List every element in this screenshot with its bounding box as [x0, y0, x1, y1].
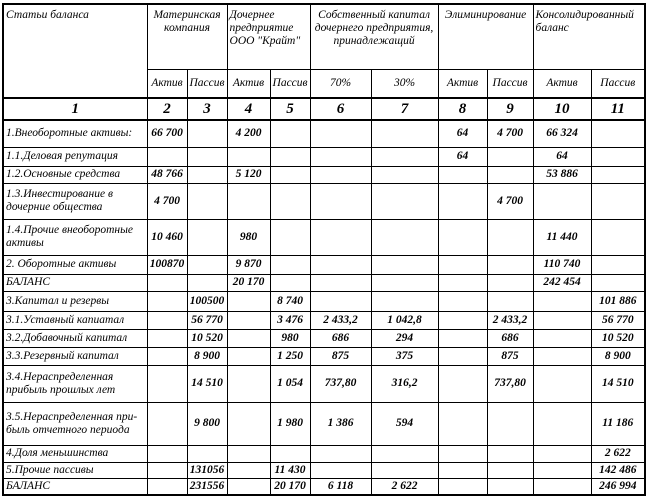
- row-label: 3.1.Уставный капиатал: [3, 311, 147, 329]
- value-cell: 9 870: [227, 255, 270, 274]
- value-cell: 294: [371, 329, 438, 347]
- value-cell: 10 460: [147, 219, 187, 255]
- consolidated-balance-table: [2, 3, 646, 496]
- value-cell: [227, 402, 270, 445]
- value-cell: [487, 219, 533, 255]
- value-cell: [310, 219, 371, 255]
- table-row: [3, 120, 645, 147]
- subheader-cell: 30%: [371, 69, 438, 98]
- value-cell: 142 486: [591, 462, 645, 478]
- subheader-cell: 70%: [310, 69, 371, 98]
- value-cell: [187, 445, 227, 462]
- value-cell: [438, 365, 487, 402]
- value-cell: 1 386: [310, 402, 371, 445]
- value-cell: [147, 147, 187, 166]
- value-cell: 64: [438, 147, 487, 166]
- value-cell: [227, 147, 270, 166]
- row-label: 3.4.Нераспределенная прибыль прошлых лет: [3, 365, 147, 402]
- subheader-cell: Актив: [438, 69, 487, 98]
- value-cell: [227, 365, 270, 402]
- table-row: [3, 478, 645, 495]
- value-cell: [310, 183, 371, 219]
- column-number: 9: [487, 98, 533, 120]
- value-cell: [371, 274, 438, 291]
- column-number: 5: [270, 98, 310, 120]
- header-parent-company: Материнская компания: [147, 4, 227, 69]
- value-cell: 64: [438, 120, 487, 147]
- value-cell: [533, 402, 591, 445]
- value-cell: 100870: [147, 255, 187, 274]
- value-cell: [533, 329, 591, 347]
- value-cell: [591, 120, 645, 147]
- value-cell: 3 476: [270, 311, 310, 329]
- value-cell: [270, 166, 310, 183]
- value-cell: [371, 120, 438, 147]
- value-cell: [227, 183, 270, 219]
- table-row: [3, 365, 645, 402]
- value-cell: 2 622: [591, 445, 645, 462]
- table-row: [3, 255, 645, 274]
- value-cell: 242 454: [533, 274, 591, 291]
- value-cell: [310, 445, 371, 462]
- value-cell: 2 433,2: [487, 311, 533, 329]
- value-cell: [310, 166, 371, 183]
- value-cell: [487, 147, 533, 166]
- value-cell: 594: [371, 402, 438, 445]
- value-cell: [438, 183, 487, 219]
- value-cell: 56 770: [591, 311, 645, 329]
- value-cell: [187, 255, 227, 274]
- value-cell: 231556: [187, 478, 227, 495]
- row-label: 3.Капитал и резервы: [3, 291, 147, 311]
- value-cell: [227, 445, 270, 462]
- row-label: 3.2.Добавочный капитал: [3, 329, 147, 347]
- value-cell: 101 886: [591, 291, 645, 311]
- column-number: 8: [438, 98, 487, 120]
- value-cell: [438, 329, 487, 347]
- value-cell: 875: [487, 347, 533, 365]
- value-cell: [371, 462, 438, 478]
- value-cell: [438, 462, 487, 478]
- value-cell: [227, 311, 270, 329]
- row-label: БАЛАНС: [3, 274, 147, 291]
- row-label: 4.Доля меньшинства: [3, 445, 147, 462]
- row-label: 5.Прочие пассивы: [3, 462, 147, 478]
- value-cell: 8 900: [591, 347, 645, 365]
- value-cell: [487, 291, 533, 311]
- value-cell: [438, 219, 487, 255]
- value-cell: [533, 445, 591, 462]
- table-row: [3, 166, 645, 183]
- value-cell: 980: [270, 329, 310, 347]
- subheader-cell: Пассив: [270, 69, 310, 98]
- column-number: 10: [533, 98, 591, 120]
- value-cell: 100500: [187, 291, 227, 311]
- row-label: 3.5.Нераспределенная при-быль отчетного периода: [3, 402, 147, 445]
- column-number: 7: [371, 98, 438, 120]
- value-cell: [270, 183, 310, 219]
- value-cell: 1 054: [270, 365, 310, 402]
- table-row: [3, 347, 645, 365]
- value-cell: [227, 462, 270, 478]
- value-cell: 4 700: [487, 183, 533, 219]
- value-cell: [591, 219, 645, 255]
- column-number: 4: [227, 98, 270, 120]
- value-cell: 10 520: [187, 329, 227, 347]
- header-elimination: Элиминирование: [438, 4, 533, 69]
- value-cell: [487, 166, 533, 183]
- table-row: [3, 147, 645, 166]
- header-subsidiary: Дочернее предприятие ООО "Крайт": [227, 4, 310, 69]
- value-cell: 56 770: [187, 311, 227, 329]
- value-cell: [310, 120, 371, 147]
- value-cell: [147, 274, 187, 291]
- value-cell: [371, 445, 438, 462]
- value-cell: [147, 329, 187, 347]
- row-label: 3.3.Резервный капитал: [3, 347, 147, 365]
- value-cell: [533, 462, 591, 478]
- value-cell: 14 510: [187, 365, 227, 402]
- value-cell: [270, 274, 310, 291]
- value-cell: [591, 183, 645, 219]
- value-cell: [438, 402, 487, 445]
- value-cell: [310, 274, 371, 291]
- value-cell: [270, 255, 310, 274]
- value-cell: [438, 347, 487, 365]
- value-cell: 686: [487, 329, 533, 347]
- value-cell: [187, 147, 227, 166]
- value-cell: 4 200: [227, 120, 270, 147]
- table-row: [3, 462, 645, 478]
- value-cell: 316,2: [371, 365, 438, 402]
- value-cell: 10 520: [591, 329, 645, 347]
- subheader-cell: Актив: [533, 69, 591, 98]
- value-cell: [310, 462, 371, 478]
- value-cell: [227, 291, 270, 311]
- value-cell: [147, 402, 187, 445]
- value-cell: 48 766: [147, 166, 187, 183]
- value-cell: 6 118: [310, 478, 371, 495]
- value-cell: 1 980: [270, 402, 310, 445]
- table-row: [3, 311, 645, 329]
- row-label: 1.1.Деловая репутация: [3, 147, 147, 166]
- value-cell: 5 120: [227, 166, 270, 183]
- subheader-cell: Актив: [227, 69, 270, 98]
- value-cell: 131056: [187, 462, 227, 478]
- value-cell: [227, 347, 270, 365]
- value-cell: 1 250: [270, 347, 310, 365]
- value-cell: [371, 291, 438, 311]
- subheader-cell: Пассив: [591, 69, 645, 98]
- value-cell: 4 700: [147, 183, 187, 219]
- value-cell: [438, 291, 487, 311]
- header-balance-items: Статьи баланса: [3, 4, 147, 98]
- value-cell: [533, 347, 591, 365]
- subheader-cell: Актив: [147, 69, 187, 98]
- value-cell: [187, 183, 227, 219]
- value-cell: [147, 445, 187, 462]
- value-cell: 4 700: [487, 120, 533, 147]
- table-row: [3, 219, 645, 255]
- value-cell: 2 433,2: [310, 311, 371, 329]
- value-cell: [487, 478, 533, 495]
- value-cell: 20 170: [227, 274, 270, 291]
- value-cell: [533, 311, 591, 329]
- value-cell: [187, 120, 227, 147]
- value-cell: [310, 291, 371, 311]
- value-cell: [147, 347, 187, 365]
- row-label: 1.4.Прочие внеоборотные активы: [3, 219, 147, 255]
- value-cell: [438, 445, 487, 462]
- value-cell: [371, 219, 438, 255]
- subheader-cell: Пассив: [187, 69, 227, 98]
- table-row: [3, 402, 645, 445]
- value-cell: [591, 147, 645, 166]
- value-cell: [147, 478, 187, 495]
- value-cell: [533, 365, 591, 402]
- value-cell: [310, 255, 371, 274]
- value-cell: [487, 255, 533, 274]
- row-label: 1.3.Инвестирование в дочерние общества: [3, 183, 147, 219]
- value-cell: 8 900: [187, 347, 227, 365]
- column-number: 2: [147, 98, 187, 120]
- value-cell: 110 740: [533, 255, 591, 274]
- value-cell: [438, 255, 487, 274]
- value-cell: [371, 166, 438, 183]
- value-cell: [147, 291, 187, 311]
- value-cell: 8 740: [270, 291, 310, 311]
- row-label: 1.Внеоборотные активы:: [3, 120, 147, 147]
- value-cell: 246 994: [591, 478, 645, 495]
- value-cell: [227, 478, 270, 495]
- value-cell: 9 800: [187, 402, 227, 445]
- value-cell: [533, 478, 591, 495]
- value-cell: [270, 120, 310, 147]
- value-cell: [270, 147, 310, 166]
- column-number: 6: [310, 98, 371, 120]
- value-cell: [591, 255, 645, 274]
- table-row: [3, 291, 645, 311]
- value-cell: 64: [533, 147, 591, 166]
- value-cell: [371, 147, 438, 166]
- value-cell: [187, 219, 227, 255]
- column-number: 11: [591, 98, 645, 120]
- table-row: [3, 329, 645, 347]
- table-row: [3, 274, 645, 291]
- value-cell: 980: [227, 219, 270, 255]
- value-cell: [227, 329, 270, 347]
- value-cell: [487, 402, 533, 445]
- value-cell: [270, 219, 310, 255]
- value-cell: 686: [310, 329, 371, 347]
- value-cell: 737,80: [310, 365, 371, 402]
- value-cell: 1 042,8: [371, 311, 438, 329]
- value-cell: 66 700: [147, 120, 187, 147]
- value-cell: [147, 311, 187, 329]
- value-cell: [371, 255, 438, 274]
- value-cell: [591, 166, 645, 183]
- subheader-cell: Пассив: [487, 69, 533, 98]
- value-cell: 11 186: [591, 402, 645, 445]
- value-cell: [147, 462, 187, 478]
- value-cell: 375: [371, 347, 438, 365]
- value-cell: [438, 478, 487, 495]
- value-cell: [438, 311, 487, 329]
- value-cell: [310, 147, 371, 166]
- value-cell: [591, 274, 645, 291]
- value-cell: [487, 462, 533, 478]
- value-cell: [187, 274, 227, 291]
- value-cell: 11 430: [270, 462, 310, 478]
- table-row: [3, 445, 645, 462]
- value-cell: 737,80: [487, 365, 533, 402]
- header-subsidiary-equity: Собственный капитал дочернего предприятия, принадлежащий: [310, 4, 438, 69]
- value-cell: [487, 445, 533, 462]
- row-label: БАЛАНС: [3, 478, 147, 495]
- value-cell: 2 622: [371, 478, 438, 495]
- value-cell: 875: [310, 347, 371, 365]
- value-cell: [187, 166, 227, 183]
- value-cell: [438, 274, 487, 291]
- value-cell: 11 440: [533, 219, 591, 255]
- column-number: 1: [3, 98, 147, 120]
- table-row: [3, 183, 645, 219]
- value-cell: 20 170: [270, 478, 310, 495]
- row-label: 2. Оборотные активы: [3, 255, 147, 274]
- value-cell: [438, 166, 487, 183]
- value-cell: 66 324: [533, 120, 591, 147]
- header-consolidated: Консолидированный баланс: [533, 4, 645, 69]
- value-cell: [533, 291, 591, 311]
- value-cell: [487, 274, 533, 291]
- value-cell: [533, 183, 591, 219]
- value-cell: 14 510: [591, 365, 645, 402]
- column-number: 3: [187, 98, 227, 120]
- value-cell: [147, 365, 187, 402]
- value-cell: [270, 445, 310, 462]
- value-cell: [371, 183, 438, 219]
- value-cell: 53 886: [533, 166, 591, 183]
- row-label: 1.2.Основные средства: [3, 166, 147, 183]
